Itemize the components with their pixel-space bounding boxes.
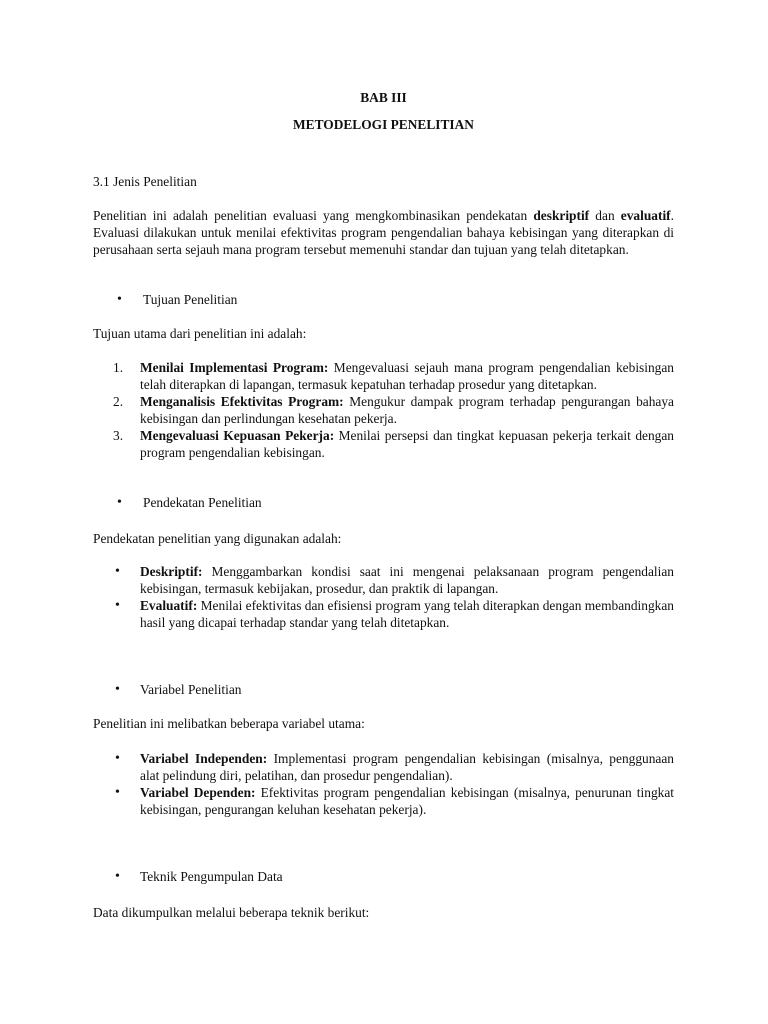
bullet-icon: • [117,495,122,510]
list-item [93,784,674,818]
list-item [93,597,674,631]
pendekatan-list [93,563,674,631]
list-item-text: Mengevaluasi sejauh mana program pengendalian kebisingan telah diterapkan di lapangan, termasuk kepatuhan terhadap prosedur yang ditetapkan. [140,360,675,392]
intro-text-1: Penelitian ini adalah penelitian evaluasi yang mengkombinasikan pendekatan [93,208,534,223]
variabel-list [93,750,674,818]
list-number: 3. [113,428,124,443]
intro-paragraph [93,207,674,258]
subsection-teknik-heading: Teknik Pengumpulan Data [140,869,283,884]
bullet-icon: • [115,598,120,613]
list-item [93,427,674,461]
list-item-text: Implementasi program pengendalian kebisingan (misalnya, penggunaan alat pelindung diri, pelatihan, dan prosedur pengendalian). [140,751,674,783]
list-item [93,359,674,393]
list-item-title: Variabel Independen: [140,751,268,766]
subsection-tujuan-heading: Tujuan Penelitian [143,292,238,307]
intro-bold-evaluatif: evaluatif [620,208,671,223]
list-item-text: Menggambarkan kondisi saat ini mengenai pelaksanaan program pengendalian kebisingan, termasuk kebijakan, prosedur, dan praktik di lapangan. [140,564,674,596]
bullet-icon: • [117,292,122,307]
subsection-variabel-heading: Variabel Penelitian [140,682,242,697]
bullet-icon: • [115,564,120,579]
list-item-title: Deskriptif: [140,564,203,579]
subsection-pendekatan-heading: Pendekatan Penelitian [143,495,262,510]
list-item-text: Menilai persepsi dan tingkat kepuasan pekerja terkait dengan program pengendalian kebisingan. [140,428,674,460]
intro-text-2: dan [589,208,621,223]
intro-bold-deskriptif: deskriptif [533,208,590,223]
list-item [93,393,674,427]
list-item-title: Mengevaluasi Kepuasan Pekerja: [140,428,335,443]
bullet-icon: • [115,682,120,697]
bullet-icon: • [115,785,120,800]
list-item [93,750,674,784]
teknik-lead: Data dikumpulkan melalui beberapa teknik berikut: [93,905,370,920]
pendekatan-lead: Pendekatan penelitian yang digunakan adalah: [93,531,342,546]
tujuan-lead: Tujuan utama dari penelitian ini adalah: [93,326,307,341]
list-item-title: Variabel Dependen: [140,785,256,800]
list-item-title: Menilai Implementasi Program: [140,360,329,375]
bullet-icon: • [115,751,120,766]
list-item-text: Efektivitas program pengendalian kebisingan (misalnya, penurunan tingkat kebisingan, pengurangan keluhan kesehatan pekerja). [140,785,674,817]
bullet-icon: • [115,869,120,884]
chapter-label: BAB III [360,90,407,105]
section-heading-3-1: 3.1 Jenis Penelitian [93,174,197,189]
tujuan-list [93,359,674,461]
list-item-text: Mengukur dampak program terhadap pengurangan bahaya kebisingan dan perlindungan kesehatan pekerja. [140,394,675,426]
list-item [93,563,674,597]
list-item-text: Menilai efektivitas dan efisiensi program yang telah diterapkan dengan membandingkan hasil yang dicapai terhadap standar yang telah ditetapkan. [140,598,674,630]
list-item-title: Evaluatif: [140,598,198,613]
list-number: 2. [113,394,124,409]
intro-text-3: . Evaluasi dilakukan untuk menilai efektivitas program pengendalian bahaya kebisingan yang diterapkan di perusahaan serta sejauh mana program tersebut memenuhi standar dan tujuan yang telah ditetapkan. [93,208,674,257]
chapter-title: METODELOGI PENELITIAN [293,117,474,132]
list-item-title: Menganalisis Efektivitas Program: [140,394,344,409]
variabel-lead: Penelitian ini melibatkan beberapa variabel utama: [93,716,365,731]
list-number: 1. [113,360,124,375]
